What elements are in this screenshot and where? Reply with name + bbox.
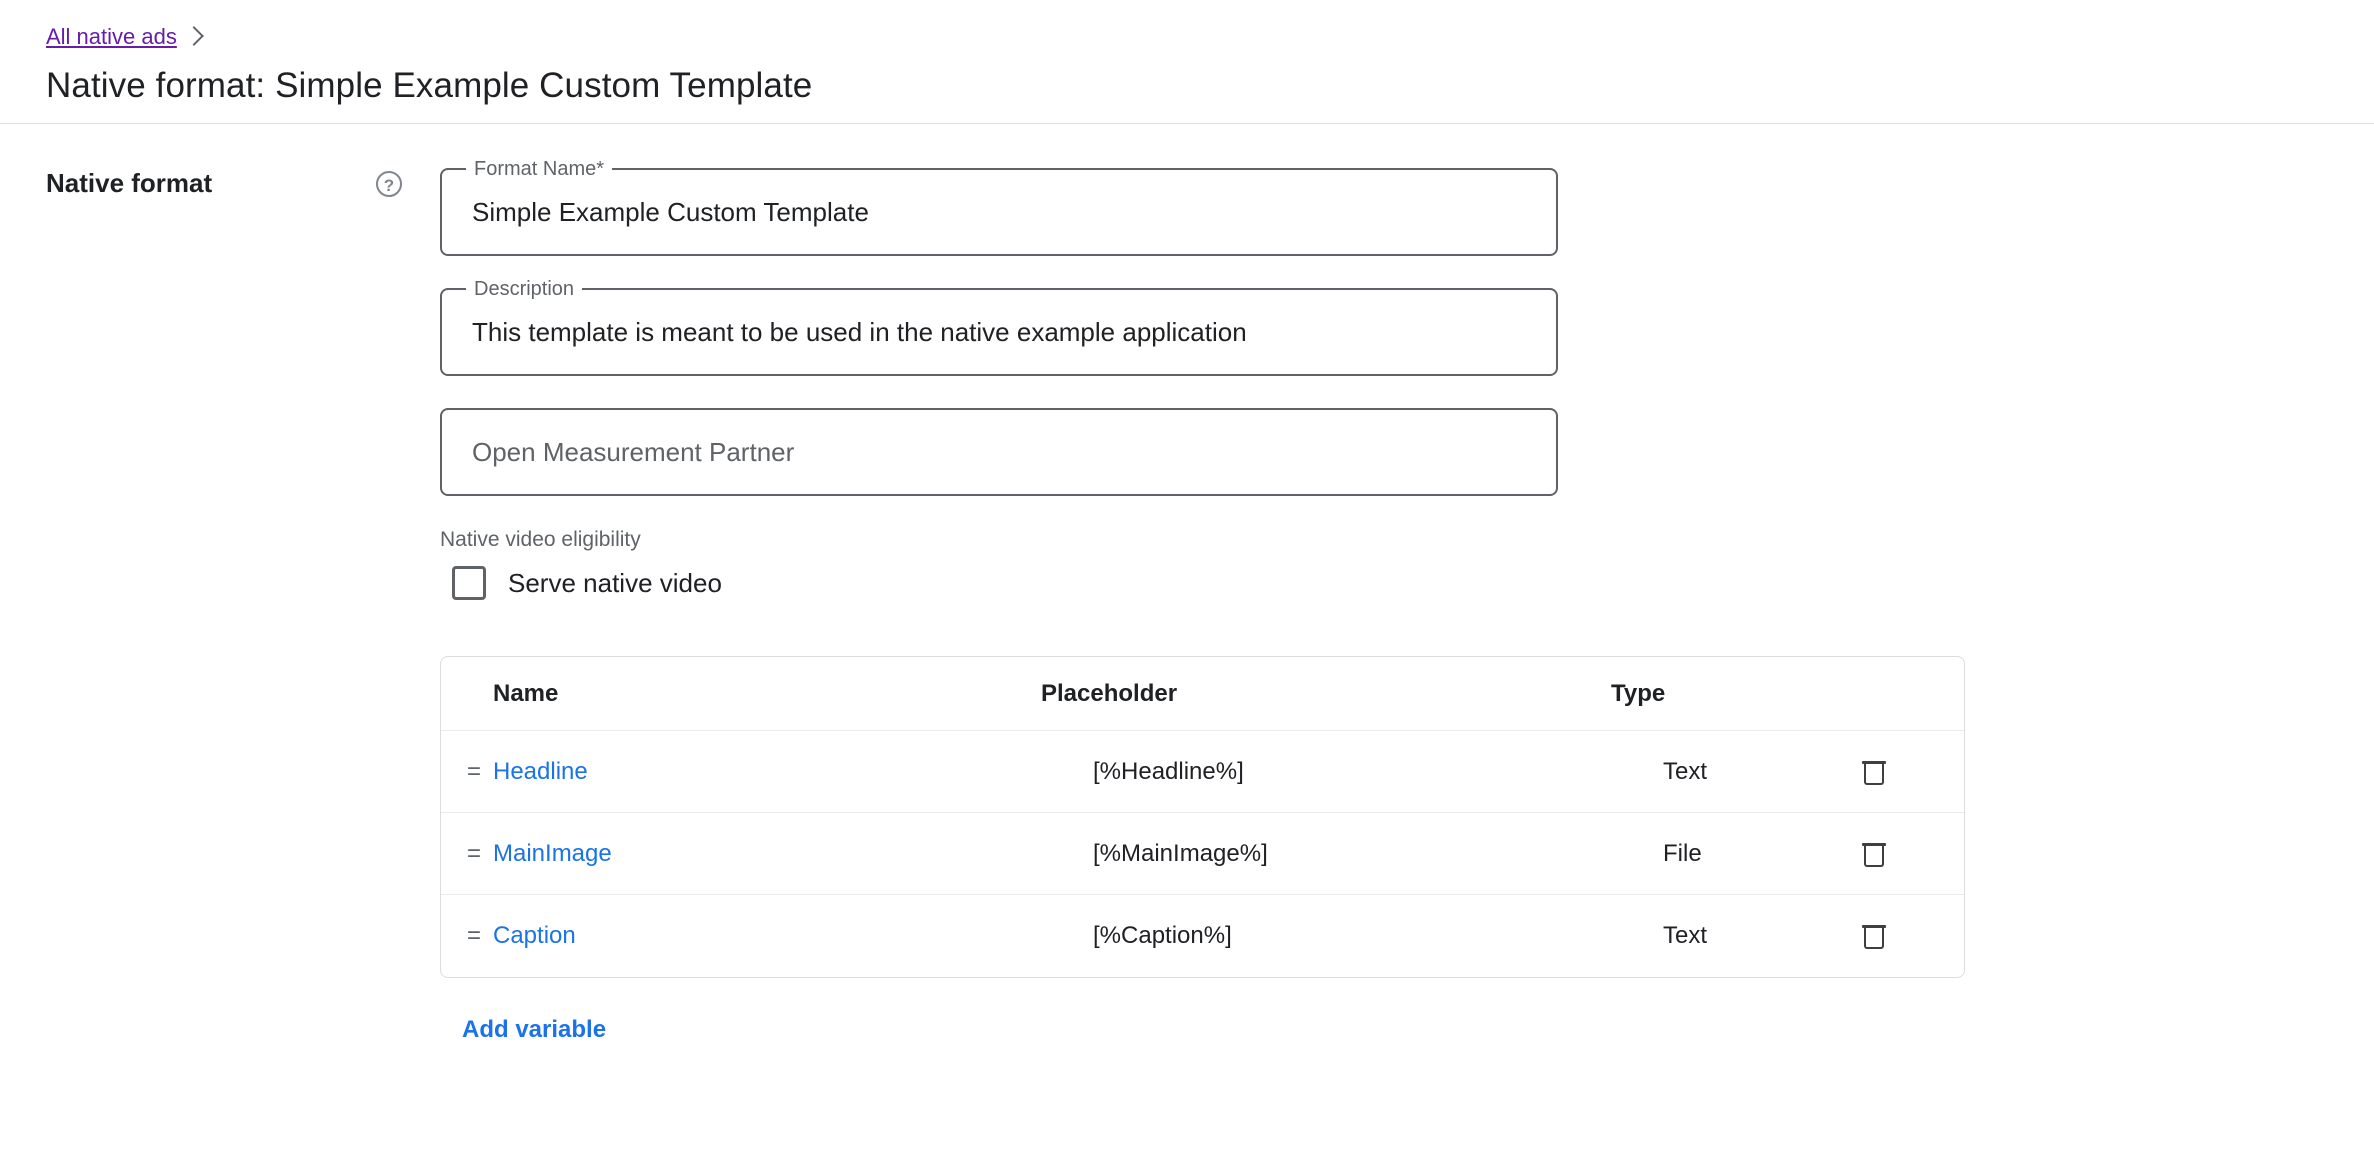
main-content xyxy=(0,124,2374,1044)
drag-handle-icon[interactable]: = xyxy=(466,757,481,785)
column-header-type: Type xyxy=(1611,679,1666,707)
description-input[interactable]: This template is meant to be used in the native example application xyxy=(472,316,1247,347)
form-column xyxy=(440,158,2374,1044)
description-field[interactable] xyxy=(440,278,1558,376)
breadcrumb-link-all-native-ads[interactable]: All native ads xyxy=(46,24,177,49)
om-partner-input[interactable]: Open Measurement Partner xyxy=(472,436,795,467)
add-variable-button[interactable]: Add variable xyxy=(462,1016,607,1043)
trash-icon[interactable] xyxy=(1863,841,1885,867)
variable-type: File xyxy=(1663,839,1702,867)
variable-type: Text xyxy=(1663,922,1708,949)
serve-native-video-checkbox[interactable] xyxy=(452,566,486,600)
table-row xyxy=(441,731,1964,813)
column-header-placeholder: Placeholder xyxy=(1041,679,1178,707)
delete-cell xyxy=(1863,923,1964,949)
om-partner-field[interactable] xyxy=(440,408,1558,496)
variable-placeholder: [%Caption%] xyxy=(1093,922,1232,949)
section-title: Native format xyxy=(46,168,213,198)
variables-table xyxy=(440,656,1965,978)
section-header xyxy=(0,168,440,1044)
variable-name-link[interactable]: Headline xyxy=(493,757,588,785)
variable-placeholder: [%MainImage%] xyxy=(1093,839,1268,867)
page-title: Native format: Simple Example Custom Template xyxy=(46,66,813,105)
trash-icon[interactable] xyxy=(1863,923,1885,949)
format-name-input[interactable]: Simple Example Custom Template xyxy=(472,196,869,227)
variable-placeholder: [%Headline%] xyxy=(1093,757,1244,785)
delete-cell xyxy=(1863,841,1964,867)
format-name-label: Format Name* xyxy=(466,158,612,180)
variable-type: Text xyxy=(1663,757,1708,785)
variable-name-link[interactable]: Caption xyxy=(493,922,576,949)
help-icon[interactable]: ? xyxy=(376,171,402,197)
drag-handle-icon[interactable]: = xyxy=(466,922,481,949)
chevron-right-icon xyxy=(184,26,204,46)
table-row xyxy=(441,895,1964,977)
trash-icon[interactable] xyxy=(1863,759,1885,785)
table-row xyxy=(441,813,1964,895)
table-header-row xyxy=(441,657,1964,731)
native-video-eligibility-label: Native video eligibility xyxy=(440,528,641,551)
description-label: Description xyxy=(466,278,582,300)
serve-native-video-label: Serve native video xyxy=(508,567,722,598)
breadcrumb xyxy=(46,22,2374,52)
drag-handle-icon[interactable]: = xyxy=(466,839,481,867)
page-header xyxy=(0,0,2374,124)
column-header-name: Name xyxy=(493,679,559,707)
serve-native-video-row[interactable] xyxy=(440,566,2374,600)
variable-name-link[interactable]: MainImage xyxy=(493,839,612,867)
delete-cell xyxy=(1863,759,1964,785)
format-name-field[interactable] xyxy=(440,158,1558,256)
